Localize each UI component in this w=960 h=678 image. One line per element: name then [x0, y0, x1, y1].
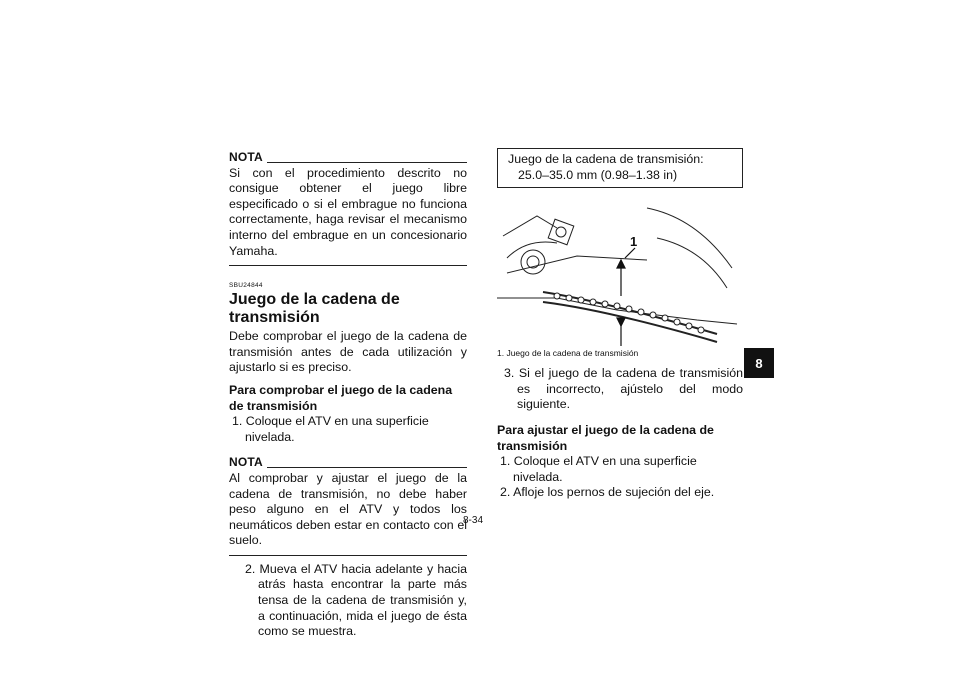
- spec-label: Juego de la cadena de transmisión:: [508, 152, 704, 166]
- figure-callout: 1: [630, 234, 638, 250]
- nota-label: NOTA: [229, 455, 263, 470]
- chapter-tab: 8: [744, 348, 774, 378]
- nota-end-rule: [229, 265, 467, 266]
- left-column: [229, 150, 467, 640]
- section-title: Juego de la cadena de transmisión: [229, 291, 400, 327]
- nota-header: [229, 455, 467, 471]
- check-step-1: 1. Coloque el ATV en una superficie nivelada.: [232, 414, 429, 444]
- check-step-2: 2. Mueva el ATV hacia adelante y hacia atrás hasta encontrar la parte más tensa de la cadena de transmisión y, a continuación, mida el juego de ésta como se muestra.: [245, 561, 467, 639]
- adjust-heading: Para ajustar el juego de la cadena de transmisión: [497, 422, 714, 453]
- spec-box: [497, 148, 743, 188]
- nota-rule: [267, 467, 467, 468]
- nota-label: NOTA: [229, 150, 263, 164]
- nota-header: [229, 150, 467, 166]
- chain-slack-figure: [497, 198, 743, 348]
- nota-rule: [267, 162, 467, 163]
- adjust-step-1: 1. Coloque el ATV en una superficie nivelada.: [500, 454, 697, 484]
- chain-illustration: [497, 198, 743, 348]
- section-intro: Debe comprobar el juego de la cadena de transmisión antes de cada utilización y ajustarlo si es preciso.: [229, 329, 467, 375]
- adjust-step-2: 2. Afloje los pernos de sujeción del eje.: [500, 485, 715, 500]
- right-column: [497, 148, 743, 501]
- nota-text: Si con el procedimiento descrito no consigue obtener el juego libre especificado o si el embrague no funciona correctamente, haga revisar el mecanismo interno del embrague en un concesionario Yamaha.: [229, 165, 467, 258]
- page-number: 8-34: [463, 515, 484, 526]
- nota-end-rule: [229, 555, 467, 556]
- check-heading: Para comprobar el juego de la cadena de transmisión: [229, 382, 453, 413]
- section-code: SBU24844: [229, 282, 263, 290]
- step-3: 3. Si el juego de la cadena de transmisión es incorrecto, ajústelo del modo siguiente.: [504, 366, 743, 412]
- figure-caption: 1. Juego de la cadena de transmisión: [497, 348, 639, 359]
- nota-text: Al comprobar y ajustar el juego de la cadena de transmisión, no debe haber peso alguno en el ATV y todos los neumáticos deben estar en contacto con el suelo.: [229, 470, 467, 548]
- spec-value: 25.0–35.0 mm (0.98–1.38 in): [518, 167, 678, 182]
